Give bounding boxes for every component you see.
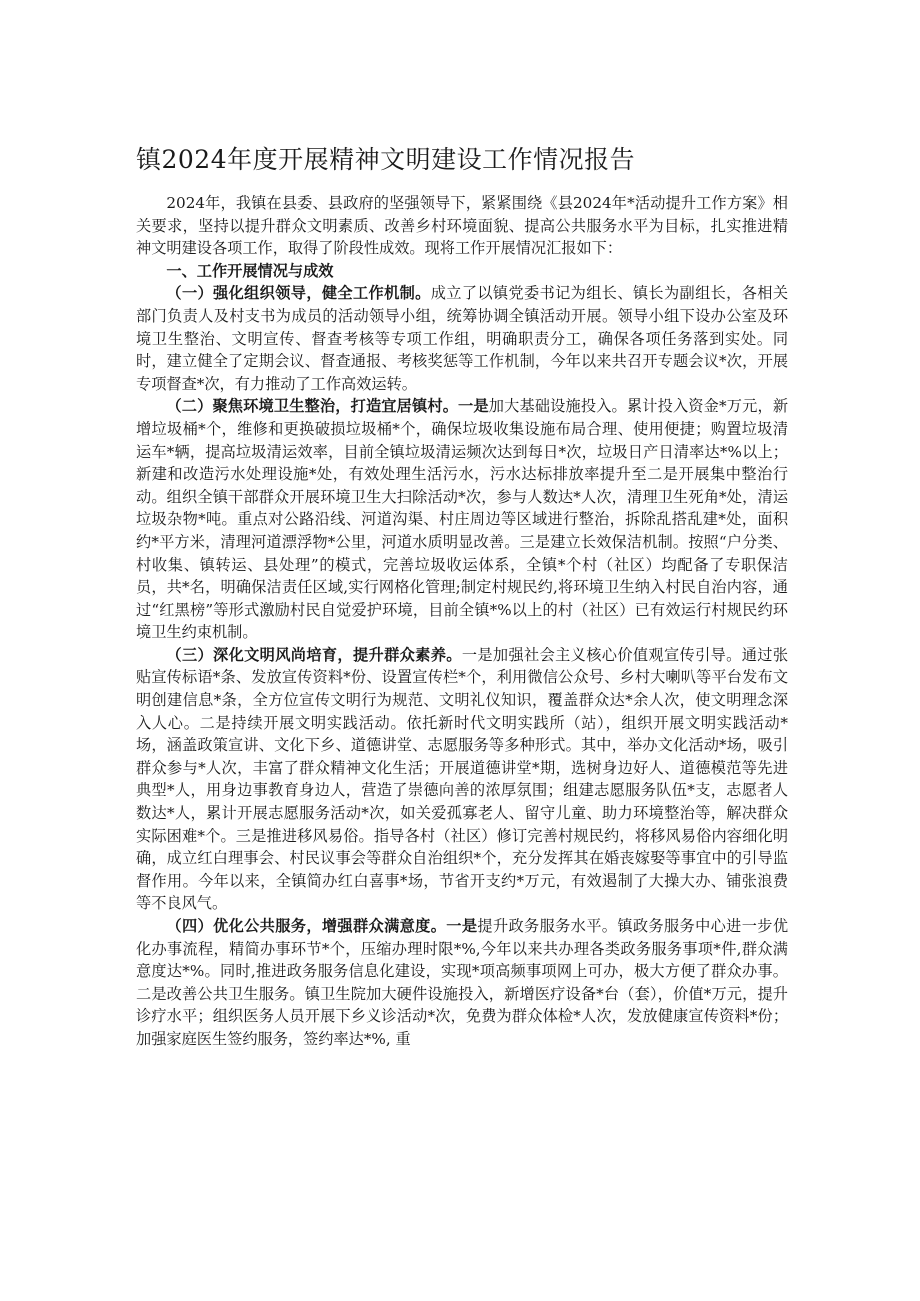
- item-text: 成立了以镇党委书记为组长、镇长为副组长，各相关部门负责人及村支书为成员的活动领导小组，统筹协调全镇活动开展。领导小组下设办公室及环境卫生整治、文明宣传、督查考核等专项工作组，明确职责分工，确保各项任务落到实处。同时，建立健全了定期会议、督查通报、考核奖惩等工作机制，今年以来共召开专题会议*次，开展专项督查*次，有力推动了工作高效运转。: [136, 284, 789, 393]
- item-lead: （四）优化公共服务，增强群众满意度。一是: [166, 917, 478, 935]
- intro-paragraph: 2024年，我镇在县委、县政府的坚强领导下，紧紧围绕《县2024年*活动提升工作方案》相关要求，坚持以提升群众文明素质、改善乡村环境面貌、提高公共服务水平为目标，扎实推进精神文明建设各项工作，取得了阶段性成效。现将工作开展情况汇报如下：: [136, 194, 788, 258]
- section-heading: 一、工作开展情况与成效: [166, 261, 334, 280]
- item-lead: （二）聚焦环境卫生整治，打造宜居镇村。一是: [166, 397, 489, 416]
- item-paragraph-2: [136, 395, 788, 644]
- item-paragraph-3: [136, 644, 788, 915]
- item-paragraph-1: [136, 282, 788, 395]
- document-title: 镇2024年度开展精神文明建设工作情况报告: [136, 145, 636, 174]
- item-lead: （三）深化文明风尚培育，提升群众素养。: [166, 645, 462, 664]
- item-paragraph-4: [136, 915, 788, 1051]
- item-text: 提升政务服务水平。镇政务服务中心进一步优化办事流程，精简办事环节*个，压缩办理时限*%,今年以来共办理各类政务服务事项*件,群众满意度达*%。同时,推进政务服务信息化建设，实现*项高频事项网上可办，极大方便了群众办事。二是改善公共卫生服务。镇卫生院加大硬件设施投入，新增医疗设备*台（套），价值*万元，提升诊疗水平；组织医务人员开展下乡义诊活动*次，免费为群众体检*人次，发放健康宣传资料*份；加强家庭医生签约服务，签约率达*%, 重: [136, 917, 789, 1048]
- item-text: 一是加强社会主义核心价值观宣传引导。通过张贴宣传标语*条、发放宣传资料*份、设置宣传栏*个，利用微信公众号、乡村大喇叭等平台发布文明创建信息*条，全方位宣传文明行为规范、文明礼仪知识，覆盖群众达*余人次，使文明理念深入人心。二是持续开展文明实践活动。依托新时代文明实践所（站），组织开展文明实践活动*场，涵盖政策宣讲、文化下乡、道德讲堂、志愿服务等多种形式。其中，举办文化活动*场，吸引群众参与*人次，丰富了群众精神文化生活；开展道德讲堂*期，选树身边好人、道德模范等先进典型*人，用身边事教育身边人，营造了崇德向善的浓厚氛围；组建志愿服务队伍*支，志愿者人数达*人，累计开展志愿服务活动*次，如关爱孤寡老人、留守儿童、助力环境整治等，解决群众实际困难*个。三是推进移风易俗。指导各村（社区）修订完善村规民约，将移风易俗内容细化明确，成立红白理事会、村民议事会等群众自治组织*个，充分发挥其在婚丧嫁娶等事宜中的引导监督作用。今年以来，全镇简办红白喜事*场，节省开支约*万元，有效遏制了大操大办、铺张浪费等不良风气。: [136, 645, 789, 913]
- item-text: 加大基础设施投入。累计投入资金*万元，新增垃圾桶*个，维修和更换破损垃圾桶*个，确保垃圾收集设施布局合理、使用便捷；购置垃圾清运车*辆，提高垃圾清运效率，目前全镇垃圾清运频次达到每日*次，垃圾日产日清率达*%以上；新建和改造污水处理设施*处，有效处理生活污水，污水达标排放率提升至二是开展集中整治行动。组织全镇干部群众开展环境卫生大扫除活动*次，参与人数达*人次，清理卫生死角*处，清运垃圾杂物*吨。重点对公路沿线、河道沟渠、村庄周边等区域进行整治，拆除乱搭乱建*处，面积约*平方米，清理河道漂浮物*公里，河道水质明显改善。三是建立长效保洁机制。按照“户分类、村收集、镇转运、县处理”的模式，完善垃圾收运体系，全镇*个村（社区）均配备了专职保洁员，共*名，明确保洁责任区域,实行网格化管理;制定村规民约,将环境卫生纳入村民自治内容，通过“红黑榜”等形式激励村民自觉爱护环境，目前全镇*%以上的村（社区）已有效运行村规民约环境卫生约束机制。: [136, 397, 789, 642]
- item-lead: （一）强化组织领导，健全工作机制。: [166, 284, 431, 303]
- document-page: [136, 140, 788, 1051]
